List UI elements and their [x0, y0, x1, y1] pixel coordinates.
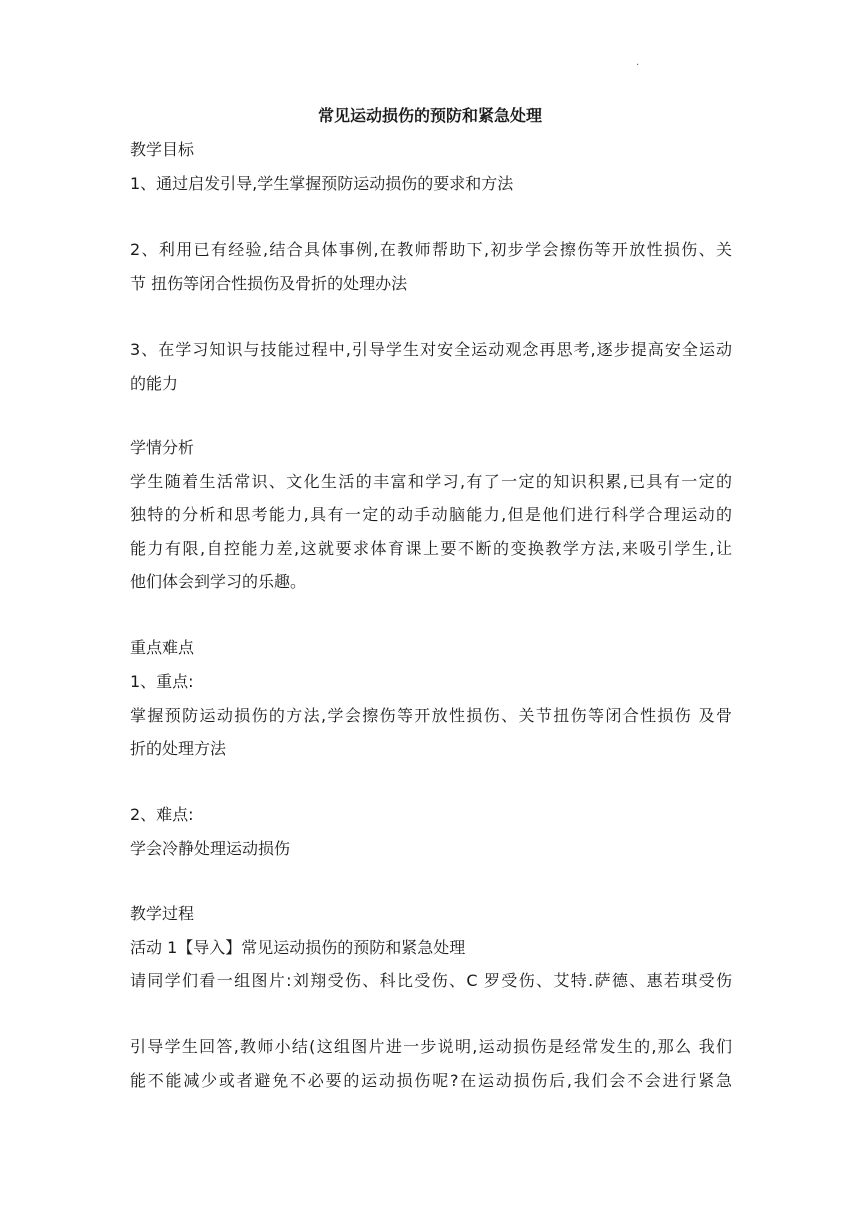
analysis-line-2: 独特的分析和思考能力,具有一定的动手动脑能力,但是他们进行科学合理运动的	[130, 505, 732, 524]
activity-1-title: 活动 1【导入】常见运动损伤的预防和紧急处理	[130, 938, 466, 957]
activity-1-images: 请同学们看一组图片:刘翔受伤、科比受伤、C 罗受伤、艾特.萨德、惠若琪受伤	[130, 971, 732, 990]
key-point-line-2: 折的处理方法	[130, 739, 227, 758]
analysis-line-3: 能力有限,自控能力差,这就要求体育课上要不断的变换教学方法,来吸引学生,让	[130, 539, 732, 558]
objective-1: 1、通过启发引导,学生掌握预防运动损伤的要求和方法	[130, 174, 514, 193]
analysis-line-1: 学生随着生活常识、文化生活的丰富和学习,有了一定的知识积累,已具有一定的	[130, 472, 732, 491]
activity-1-summary-line-1: 引导学生回答,教师小结(这组图片进一步说明,运动损伤是经常发生的,那么 我们	[130, 1037, 732, 1056]
heading-key-points: 重点难点	[130, 638, 195, 657]
key-point-label: 1、重点:	[130, 672, 194, 691]
objective-3-line-2: 的能力	[130, 374, 179, 393]
objective-2-line-1: 2、利用已有经验,结合具体事例,在教师帮助下,初步学会擦伤等开放性损伤、关	[130, 240, 732, 259]
key-point-line-1: 掌握预防运动损伤的方法,学会擦伤等开放性损伤、关节扭伤等闭合性损伤 及骨	[130, 706, 732, 725]
document-title: 常见运动损伤的预防和紧急处理	[317, 106, 542, 125]
analysis-line-4: 他们体会到学习的乐趣。	[130, 572, 307, 591]
heading-teaching-objectives: 教学目标	[130, 140, 195, 159]
activity-1-summary-line-2: 能不能减少或者避免不必要的运动损伤呢?在运动损伤后,我们会不会进行紧急	[130, 1071, 732, 1090]
objective-2-line-2: 节 扭伤等闭合性损伤及骨折的处理办法	[130, 274, 408, 293]
heading-learner-analysis: 学情分析	[130, 438, 195, 457]
heading-teaching-process: 教学过程	[130, 904, 195, 923]
difficulty-text: 学会冷静处理运动损伤	[130, 839, 291, 858]
difficulty-label: 2、难点:	[130, 805, 194, 824]
page-dot: .	[636, 57, 640, 68]
objective-3-line-1: 3、在学习知识与技能过程中,引导学生对安全运动观念再思考,逐步提高安全运动	[130, 340, 732, 359]
